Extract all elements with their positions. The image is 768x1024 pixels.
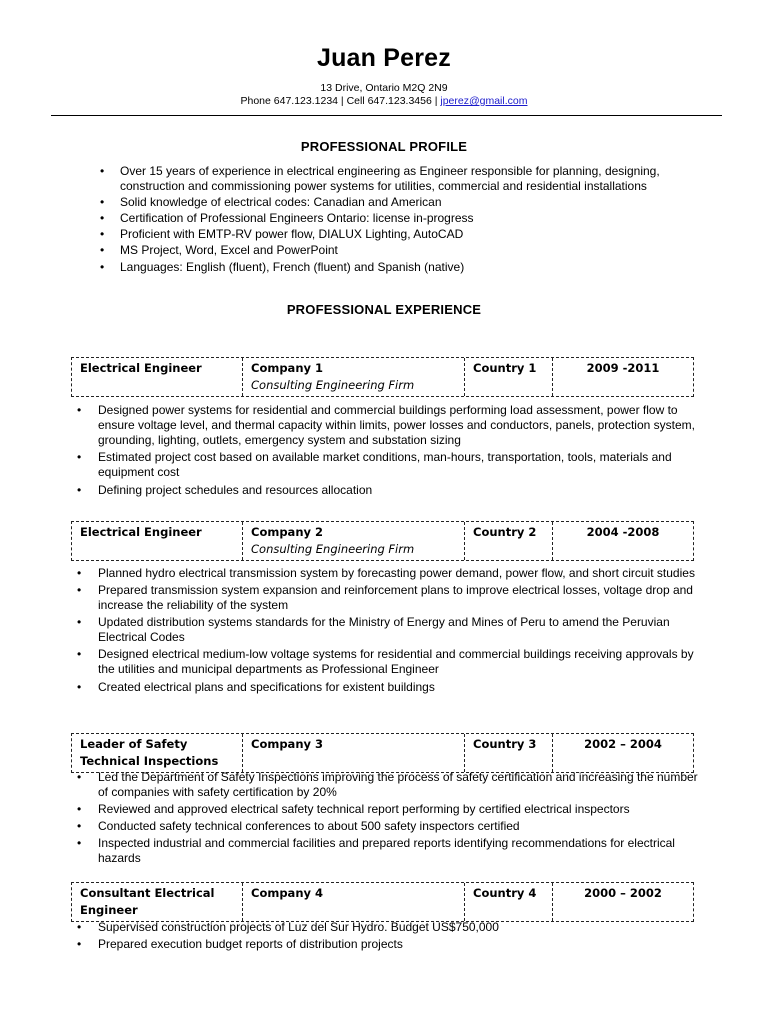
list-item: • Estimated project cost based on available market conditions, man-hours, transportation, tools, materials and equipment cost [77,450,672,479]
job-role: Leader of Safety Technical Inspections [80,737,219,768]
list-item: • Prepared transmission system expansion and reinforcement plans to improve electrical losses, voltage drop and increase the reliability of the system [77,583,693,612]
job-company: Company 3 [242,734,464,772]
job-company: Company 4 [242,883,464,921]
bullet-icon: • [77,615,82,629]
bullet-icon: • [77,450,82,464]
job-firm: Consulting Engineering Firm [251,378,415,392]
list-item: • Prepared execution budget reports of distribution projects [77,937,403,951]
job-role: Electrical Engineer [80,361,202,375]
job-2-duties [77,566,698,695]
job-1-duties [77,403,698,498]
job-company: Company 1 Consulting Engineering Firm [242,358,464,396]
bullet-icon: • [100,211,105,225]
job-years: 2004 -2008 [552,522,693,560]
header-divider [51,115,722,116]
list-item: • MS Project, Word, Excel and PowerPoint [100,243,338,257]
bullet-icon: • [77,802,82,816]
bullet-icon: • [100,195,105,209]
bullet-icon: • [77,819,82,833]
list-item: • Planned hydro electrical transmission system by forecasting power demand, power flow, and short circuit studies [77,566,695,580]
list-item: • Created electrical plans and specifications for existent buildings [77,680,435,694]
job-header-3 [71,733,694,773]
bullet-icon: • [77,937,82,951]
list-item: • Updated distribution systems standards for the Ministry of Energy and Mines of Peru to amend the Peruvian Electrical Codes [77,615,670,644]
job-years: 2002 – 2004 [552,734,693,772]
job-role: Consultant Electrical Engineer [80,886,215,917]
contact-line [0,95,768,108]
bullet-icon: • [77,583,82,597]
list-item: • Designed power systems for residential and commercial buildings performing load assessment, power flow to ensure voltage level, and thermal capacity within limits, power losses and conductors, panels, protection system, grounding, lighting, outlets, emergency system and substation sizing [77,403,695,447]
bullet-icon: • [100,164,105,178]
bullet-icon: • [77,836,82,850]
job-4-duties [77,920,698,952]
job-country: Country 1 [464,358,552,396]
bullet-icon: • [77,920,82,934]
list-item: • Defining project schedules and resources allocation [77,483,373,497]
list-item: • Certification of Professional Engineers Ontario: license in-progress [100,211,474,225]
job-country: Country 2 [464,522,552,560]
job-company: Company 2 Consulting Engineering Firm [242,522,464,560]
bullet-icon: • [77,566,82,580]
bullet-icon: • [100,243,105,257]
list-item: • Inspected industrial and commercial facilities and prepared reports identifying recommendations for electrical hazards [77,836,675,865]
job-country: Country 4 [464,883,552,921]
bullet-icon: • [100,260,105,274]
job-years: 2009 -2011 [552,358,693,396]
profile-section-title: PROFESSIONAL PROFILE [300,139,468,154]
job-header-4 [71,882,694,922]
bullet-icon: • [100,227,105,241]
job-header-1 [71,357,694,397]
list-item: • Proficient with EMTP-RV power flow, DIALUX Lighting, AutoCAD [100,227,464,241]
list-item: • Designed electrical medium-low voltage systems for residential and commercial buildings receiving approvals by the utilities and municipal departments as Professional Engineer [77,647,694,676]
bullet-icon: • [77,483,82,497]
email-link[interactable]: jperez@gmail.com [440,95,528,107]
job-role: Electrical Engineer [80,525,202,539]
address-line: 13 Drive, Ontario M2Q 2N9 [320,82,448,94]
experience-section-title: PROFESSIONAL EXPERIENCE [286,302,482,317]
list-item: • Solid knowledge of electrical codes: Canadian and American [100,195,442,209]
list-item: • Conducted safety technical conferences to about 500 safety inspectors certified [77,819,520,833]
bullet-icon: • [77,770,82,784]
profile-list [100,164,700,276]
list-item: • Led the Department of Safety Inspections improving the process of safety certification and increasing the number of companies with safety certification by 20% [77,770,698,799]
bullet-icon: • [77,647,82,661]
bullet-icon: • [77,680,82,694]
job-country: Country 3 [464,734,552,772]
candidate-name: Juan Perez [316,44,451,72]
list-item: • Over 15 years of experience in electrical engineering as Engineer responsible for planning, designing, construction and commissioning power systems for utilities, commercial and residential installations [100,164,660,193]
list-item: • Supervised construction projects of Luz del Sur Hydro. Budget US$750,000 [77,920,499,934]
phone-line: Phone 647.123.1234 | Cell 647.123.3456 | [240,95,441,107]
job-3-duties [77,770,698,866]
list-item: • Reviewed and approved electrical safety technical report performing by certified electrical inspectors [77,802,630,816]
list-item: • Languages: English (fluent), French (fluent) and Spanish (native) [100,260,465,274]
job-firm: Consulting Engineering Firm [251,542,415,556]
bullet-icon: • [77,403,82,417]
job-years: 2000 – 2002 [552,883,693,921]
job-header-2 [71,521,694,561]
